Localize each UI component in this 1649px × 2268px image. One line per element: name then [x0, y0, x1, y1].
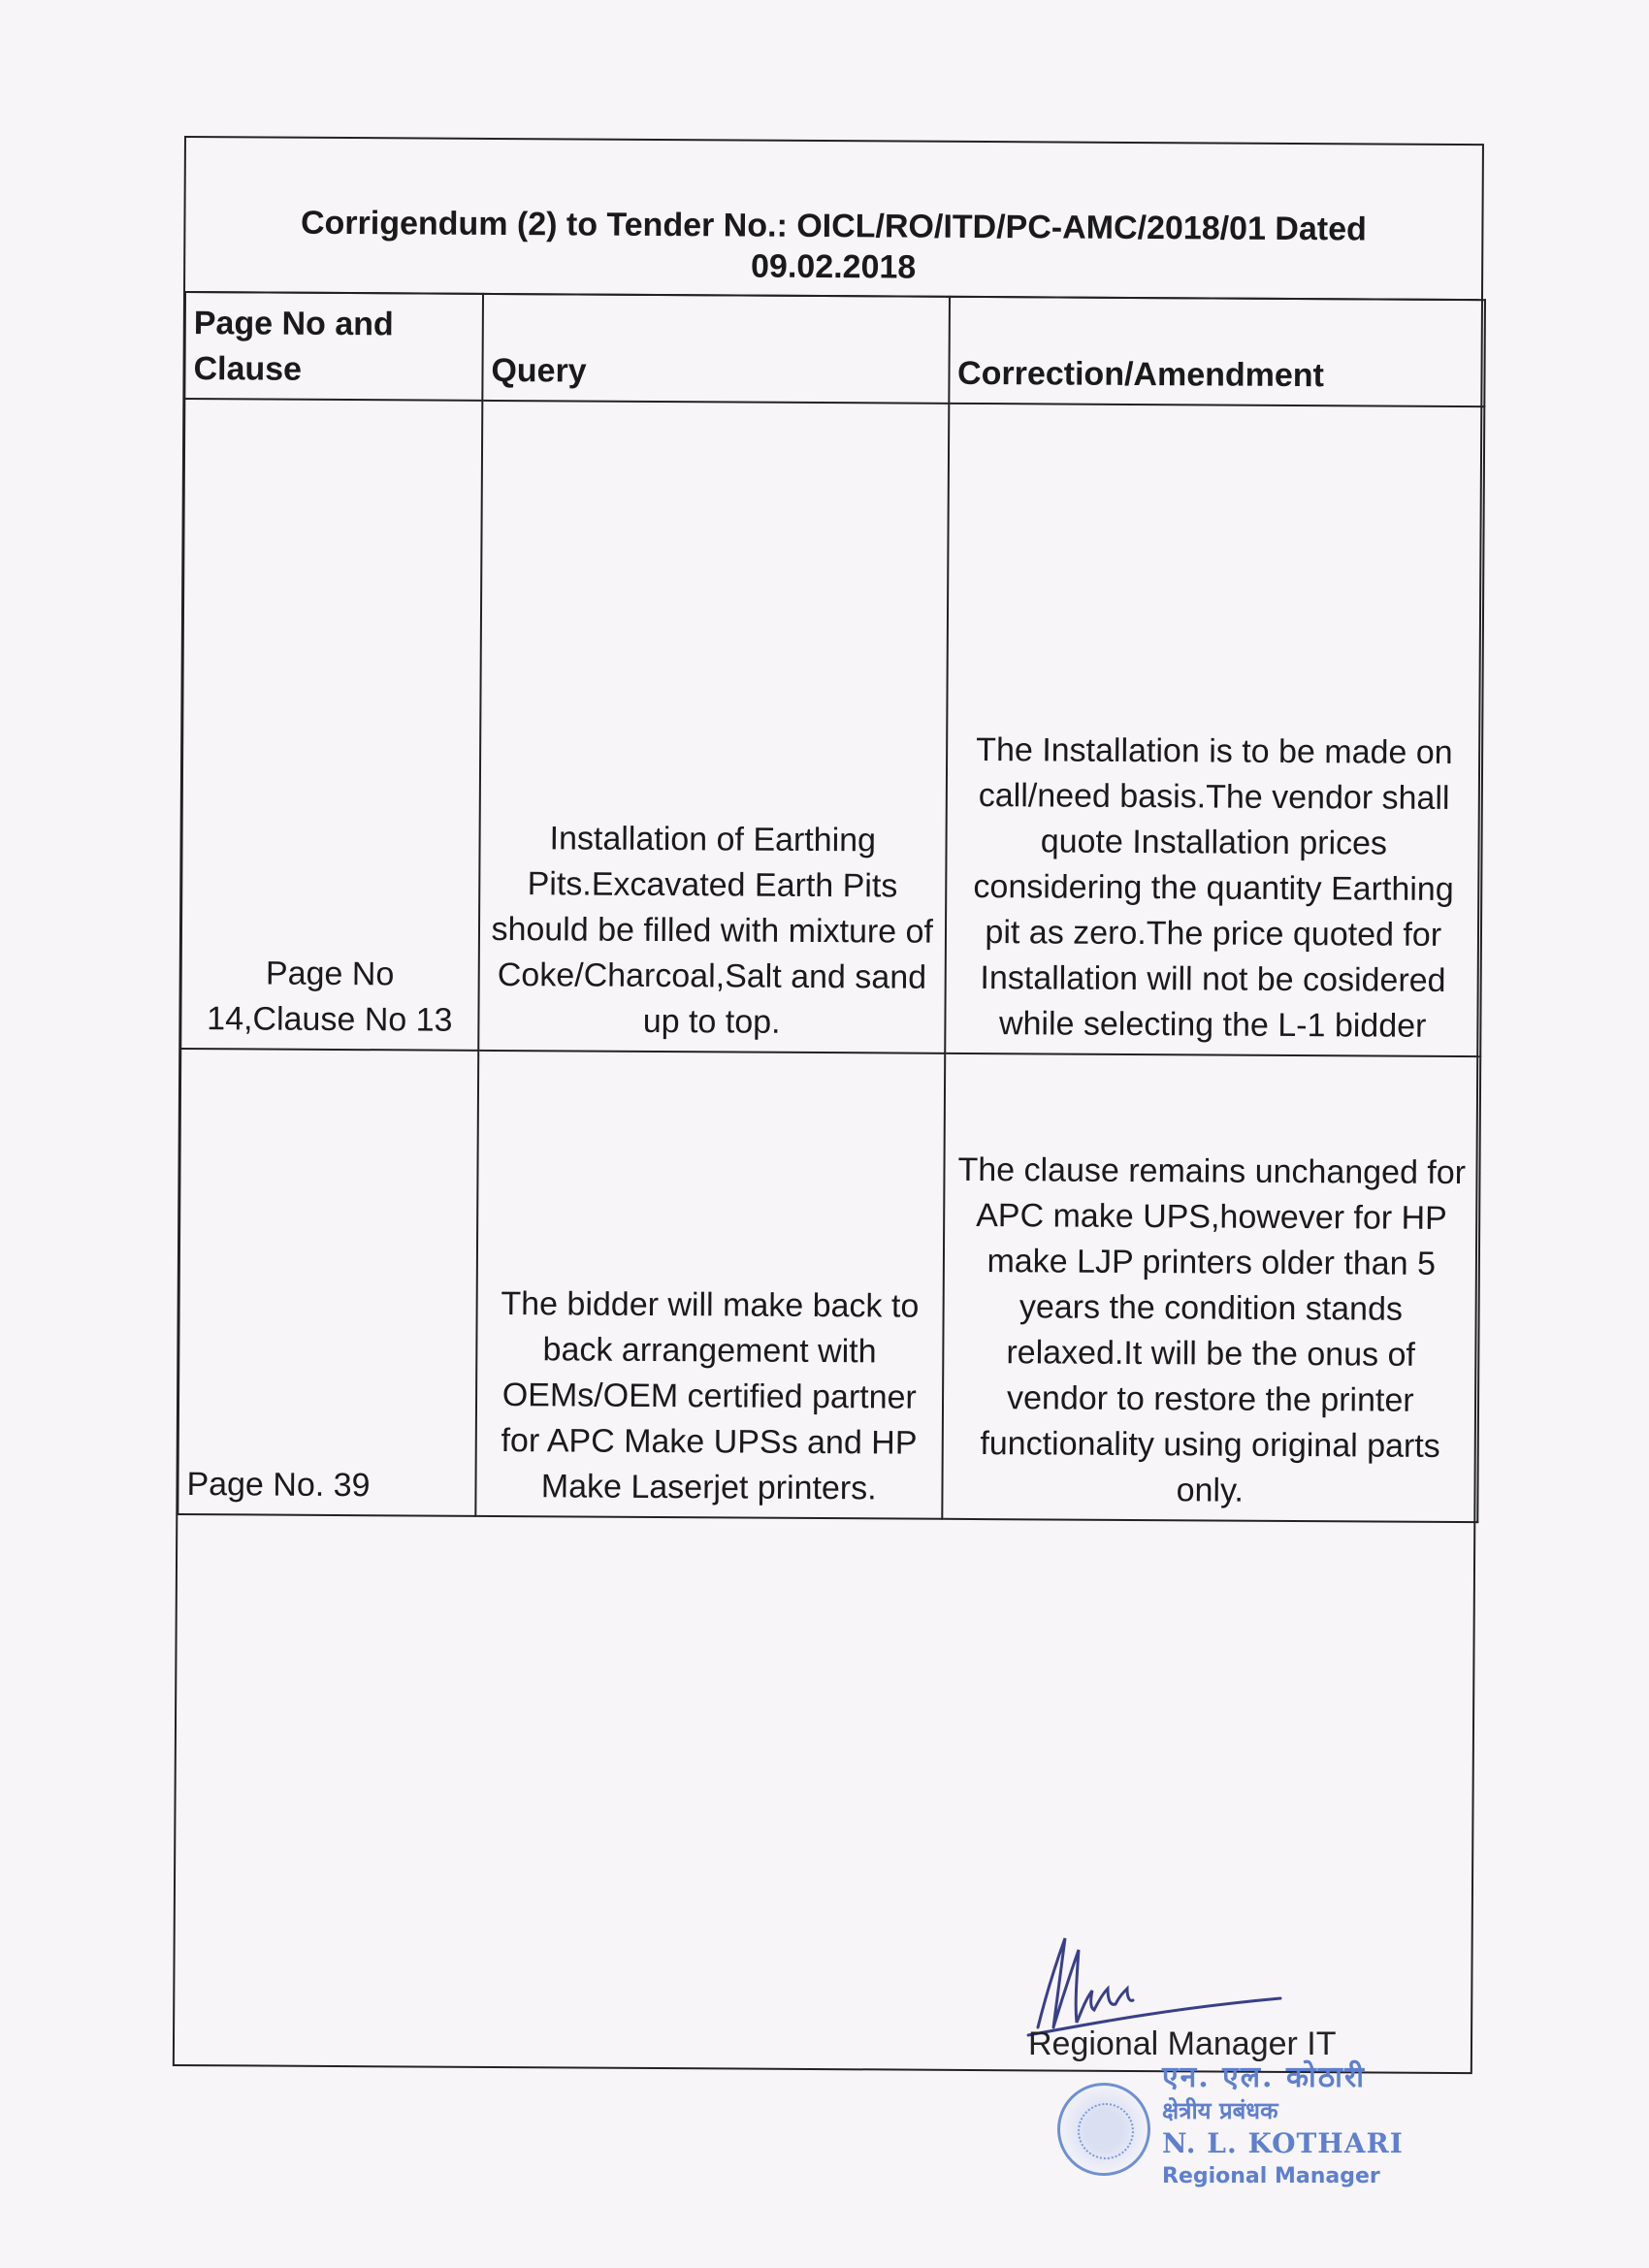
stamp-hindi-role: क्षेत्रीय प्रबंधक: [1162, 2096, 1278, 2124]
corrigendum-sheet: [173, 136, 1484, 2074]
handwritten-signature: [1018, 1930, 1290, 2037]
row-page-clause: Page No 14,Clause No 13: [180, 399, 482, 1051]
corrigendum-table: [177, 291, 1486, 1523]
row-query: The bidder will make back to back arrangement with OEMs/OEM certified partner for APC Make UPSs and HP Make Laserjet printers.: [475, 1051, 945, 1519]
table-header-row: [184, 292, 1485, 406]
stamp-role: Regional Manager: [1162, 2164, 1380, 2188]
stamp-name: N. L. KOTHARI: [1162, 2127, 1404, 2159]
row-page-clause: Page No. 39: [178, 1049, 478, 1516]
row-correction: The clause remains unchanged for APC make UPS,however for HP make LJP printers older than 5 years the condition stands relaxed.It will be the onus of vendor to restore the printer functionality using original parts only.: [942, 1053, 1480, 1522]
stamp-text: [1162, 2061, 1404, 2193]
table-row: [180, 399, 1484, 1056]
designation-label: Regional Manager IT: [1028, 2025, 1337, 2062]
table-row: [178, 1049, 1480, 1522]
row-correction: The Installation is to be made on call/need basis.The vendor shall quote Installation prices considering the quantity Earthing pit as zero.The price quoted for Installation will not be cosidered while selecting the L-1 bidder: [945, 404, 1484, 1056]
header-query: Query: [482, 294, 949, 404]
seal-emblem-icon: [1057, 2083, 1150, 2176]
row-query: Installation of Earthing Pits.Excavated Earth Pits should be filled with mixture of Coke/Charcoal,Salt and sand up to top.: [478, 401, 949, 1053]
stamp-hindi-name: एन. एल. कोठारी: [1162, 2060, 1366, 2094]
header-page-clause: Page No and Clause: [184, 292, 483, 401]
official-stamp: [1057, 2060, 1406, 2197]
header-correction: Correction/Amendment: [949, 297, 1485, 406]
document-title: Corrigendum (2) to Tender No.: OICL/RO/ITD/PC-AMC/2018/01 Dated 09.02.2018: [185, 138, 1482, 301]
